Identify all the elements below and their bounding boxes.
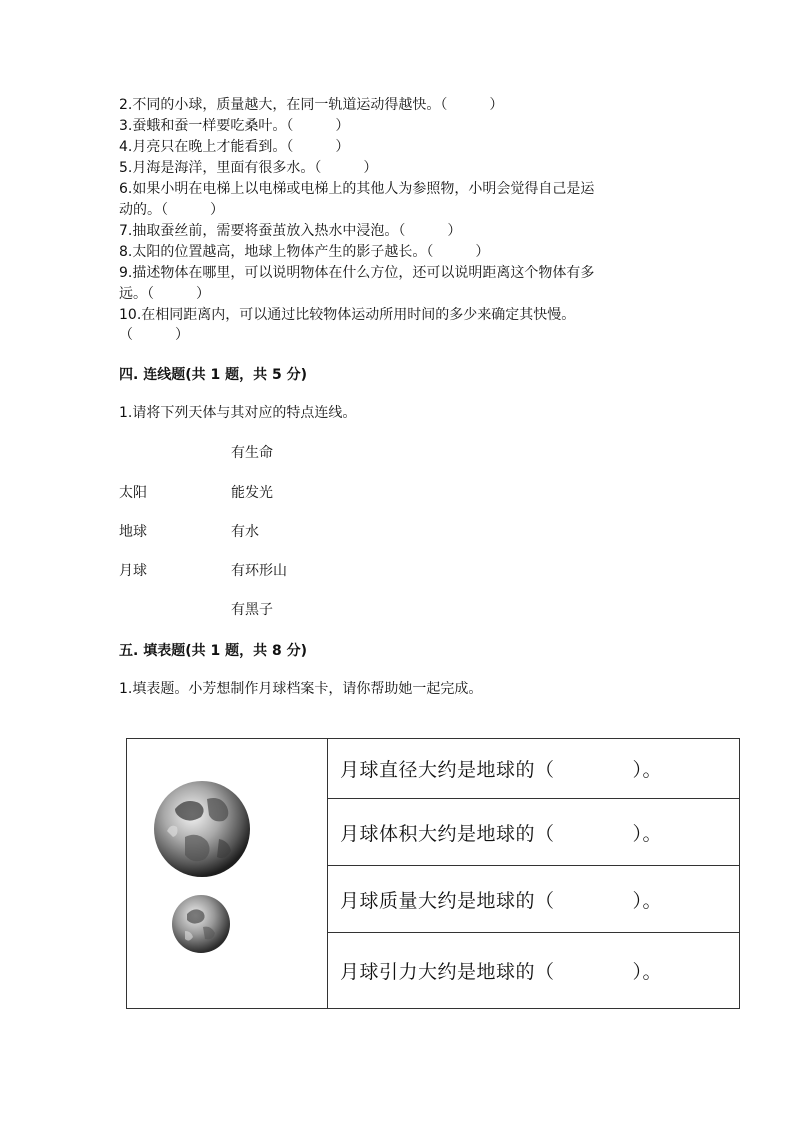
judge-item-10-line2: （ ） bbox=[119, 327, 189, 343]
section-4-title: 四. 连线题(共 1 题，共 5 分) bbox=[119, 367, 307, 383]
judge-item-3: 3.蚕蛾和蚕一样要吃桑叶。（ ） bbox=[119, 118, 350, 134]
moon-archive-table bbox=[126, 738, 740, 1009]
judge-item-6-line2: 动的。（ ） bbox=[119, 202, 224, 218]
table-image-cell bbox=[127, 739, 327, 1008]
judge-item-9-line2: 远。（ ） bbox=[119, 286, 210, 302]
right-item-4: 有环形山 bbox=[231, 563, 287, 579]
left-item-3: 月球 bbox=[119, 563, 147, 579]
judge-item-10-line1: 10.在相同距离内，可以通过比较物体运动所用时间的多少来确定其快慢。 bbox=[119, 307, 576, 323]
judge-item-6-line1: 6.如果小明在电梯上以电梯或电梯上的其他人为参照物，小明会觉得自己是运 bbox=[119, 181, 595, 197]
table-row-mass bbox=[328, 866, 739, 933]
row-text-gravity: 月球引力大约是地球的（ ）。 bbox=[340, 961, 663, 983]
row-text-diameter: 月球直径大约是地球的（ ）。 bbox=[340, 759, 663, 781]
right-item-5: 有黑子 bbox=[231, 602, 273, 618]
row-text-mass: 月球质量大约是地球的（ ）。 bbox=[340, 889, 663, 912]
left-item-2: 地球 bbox=[119, 524, 147, 540]
judge-item-4: 4.月亮只在晚上才能看到。（ ） bbox=[119, 139, 350, 155]
table-row-diameter bbox=[328, 739, 739, 799]
section-4-question: 1.请将下列天体与其对应的特点连线。 bbox=[119, 405, 357, 421]
judge-item-5: 5.月海是海洋，里面有很多水。（ ） bbox=[119, 160, 378, 176]
judge-item-9-line1: 9.描述物体在哪里，可以说明物体在什么方位，还可以说明距离这个物体有多 bbox=[119, 265, 595, 281]
section-5-title: 五. 填表题(共 1 题，共 8 分) bbox=[119, 643, 307, 659]
right-item-1: 有生命 bbox=[231, 445, 273, 461]
left-item-1: 太阳 bbox=[119, 485, 147, 501]
table-row-volume bbox=[328, 799, 739, 866]
right-item-3: 有水 bbox=[231, 524, 259, 540]
right-item-2: 能发光 bbox=[231, 485, 273, 501]
earth-moon-illustration bbox=[127, 739, 327, 1008]
table-row-gravity bbox=[328, 933, 739, 1008]
moon-icon bbox=[172, 895, 230, 953]
row-text-volume: 月球体积大约是地球的（ ）。 bbox=[340, 822, 663, 845]
earth-icon bbox=[154, 781, 250, 877]
judge-item-7: 7.抽取蚕丝前，需要将蚕茧放入热水中浸泡。（ ） bbox=[119, 223, 462, 239]
section-5-question: 1.填表题。小芳想制作月球档案卡，请你帮助她一起完成。 bbox=[119, 681, 483, 697]
judge-item-8: 8.太阳的位置越高，地球上物体产生的影子越长。（ ） bbox=[119, 244, 490, 260]
judge-item-2: 2.不同的小球，质量越大，在同一轨道运动得越快。（ ） bbox=[119, 97, 504, 113]
